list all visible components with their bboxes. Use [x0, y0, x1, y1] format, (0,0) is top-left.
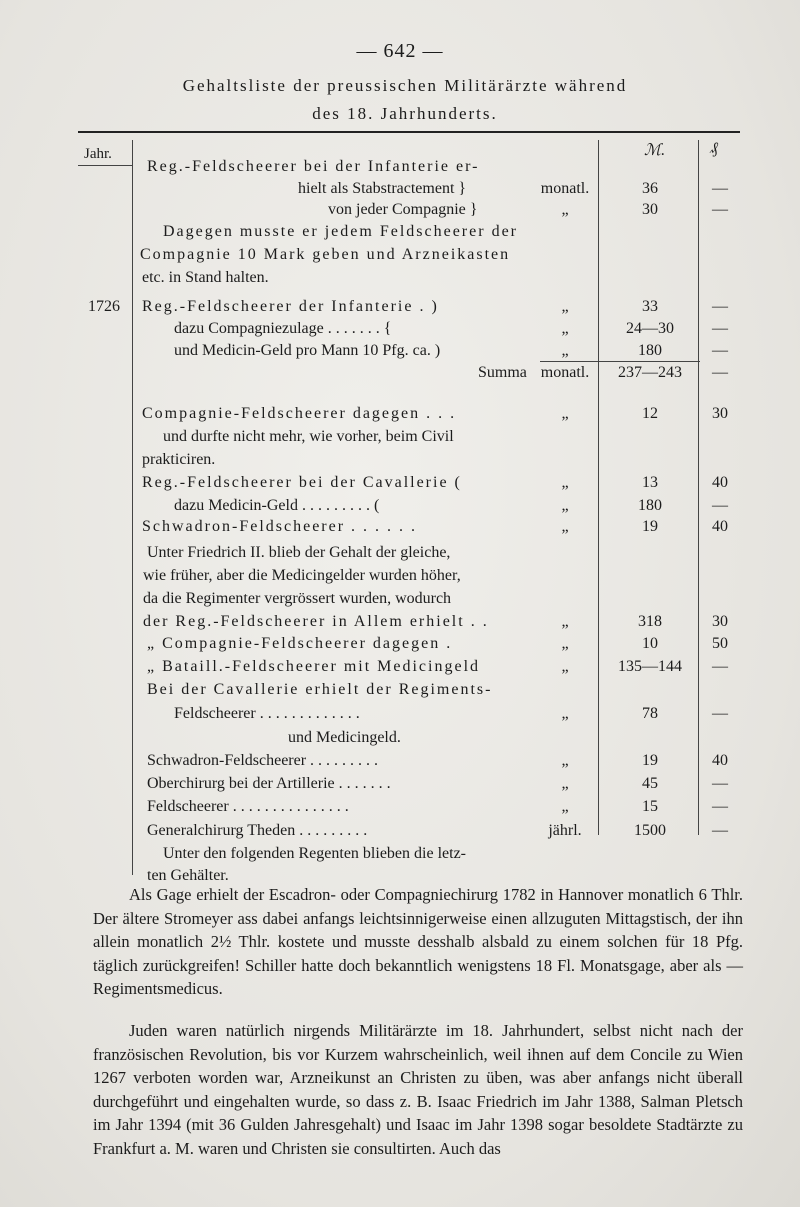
row-pfennig: —	[712, 798, 728, 815]
row-unit: monatl.	[540, 364, 590, 381]
row-text: Unter Friedrich II. blieb der Gehalt der gleiche,	[147, 544, 451, 561]
row-unit: „	[561, 613, 569, 630]
row-text: ten Gehälter.	[147, 867, 229, 884]
row-pfennig: —	[712, 364, 728, 381]
row-pfennig: —	[712, 201, 728, 218]
row-unit: „	[561, 752, 569, 769]
row-unit: „	[561, 775, 569, 792]
row-unit: „	[561, 342, 569, 359]
header-jahr-underline	[78, 165, 132, 166]
row-mark: 30	[642, 201, 658, 218]
row-mark: 24—30	[626, 320, 674, 337]
row-text: hielt als Stabstractement }	[298, 180, 467, 197]
row-text: Generalchirurg Theden . . . . . . . . .	[147, 822, 368, 839]
row-pfennig: 50	[712, 635, 728, 652]
header-jahr: Jahr.	[84, 146, 112, 162]
row-pfennig: —	[712, 822, 728, 839]
row-mark: 33	[642, 298, 658, 315]
row-text: von jeder Compagnie }	[328, 201, 478, 218]
row-mark: 135—144	[618, 658, 682, 675]
row-text: der Reg.-Feldscheerer in Allem erhielt . .	[143, 613, 489, 630]
row-unit: monatl.	[540, 180, 590, 197]
row-mark: 1500	[634, 822, 666, 839]
row-mark: 180	[638, 342, 662, 359]
row-unit: jährl.	[548, 822, 582, 839]
table-top-rule	[78, 131, 740, 133]
row-text: Reg.-Feldscheerer bei der Infanterie er-	[147, 158, 480, 175]
row-unit: „	[561, 320, 569, 337]
row-mark: 78	[642, 705, 658, 722]
row-unit: „	[561, 705, 569, 722]
row-mark: 36	[642, 180, 658, 197]
row-text: Feldscheerer . . . . . . . . . . . . .	[174, 705, 360, 722]
row-pfennig: 40	[712, 518, 728, 535]
row-text: etc. in Stand halten.	[142, 269, 269, 286]
row-mark: 15	[642, 798, 658, 815]
row-unit: „	[561, 405, 569, 422]
row-mark: 180	[638, 497, 662, 514]
row-pfennig: 30	[712, 405, 728, 422]
row-pfennig: —	[712, 658, 728, 675]
row-year: 1726	[88, 298, 120, 315]
row-text: und Medicin-Geld pro Mann 10 Pfg. ca. )	[174, 342, 441, 359]
page-number: — 642 —	[356, 40, 444, 62]
row-pfennig: —	[712, 775, 728, 792]
row-text: da die Regimenter vergrössert wurden, wodurch	[143, 590, 452, 607]
row-text: Compagnie-Feldscheerer dagegen . . .	[142, 405, 457, 422]
row-text: „ Bataill.-Feldscheerer mit Medicingeld	[147, 658, 481, 675]
paragraph-juden: Juden waren natürlich nirgends Militärärzte im 18. Jahrhundert, selbst nicht nach der französischen Revolution, bis vor Kurzem wahrscheinlich, weil ihnen auf dem Concile zu Wien 1267 verboten worden war, Arzneikunst an Christen zu üben, was aber anfangs nicht überall durchgeführt und eingehalten wurde, so dass z. B. Isaac Friedrich im Jahr 1388, Salman Pletsch im Jahr 1394 (mit 36 Gulden Jahresgehalt) und Isaac im Jahr 1398 sogar besoldete Stadtärzte zu Frankfurt a. M. waren und Christen sie consultirten. Auch das	[93, 1021, 743, 1158]
row-mark: 12	[642, 405, 658, 422]
row-pfennig: —	[712, 298, 728, 315]
row-text: Summa	[478, 364, 527, 381]
row-unit: „	[561, 298, 569, 315]
row-text: und Medicingeld.	[288, 729, 401, 746]
row-text: „ Compagnie-Feldscheerer dagegen .	[147, 635, 453, 652]
row-text: wie früher, aber die Medicingelder wurden höher,	[143, 567, 461, 584]
header-mark: ℳ.	[644, 142, 666, 159]
row-text: Bei der Cavallerie erhielt der Regiments-	[147, 681, 493, 698]
row-text: Schwadron-Feldscheerer . . . . . . . . .	[147, 752, 379, 769]
row-unit: „	[561, 518, 569, 535]
row-unit: „	[561, 201, 569, 218]
table-title-line-1: Gehaltsliste der preussischen Militärärzte während	[182, 76, 628, 95]
row-pfennig: 30	[712, 613, 728, 630]
row-pfennig: —	[712, 705, 728, 722]
summa-rule	[540, 361, 700, 362]
row-mark: 13	[642, 474, 658, 491]
header-pfennig: ₰	[710, 140, 718, 157]
row-text: prakticiren.	[142, 451, 216, 468]
row-mark: 318	[638, 613, 662, 630]
row-text: Schwadron-Feldscheerer . . . . . .	[142, 518, 418, 535]
row-text: Feldscheerer . . . . . . . . . . . . . . .	[147, 798, 349, 815]
row-text: Unter den folgenden Regenten blieben die letz-	[163, 845, 466, 862]
row-unit: „	[561, 497, 569, 514]
row-text: Oberchirurg bei der Artillerie . . . . . . .	[147, 775, 391, 792]
row-unit: „	[561, 658, 569, 675]
row-mark: 10	[642, 635, 658, 652]
row-unit: „	[561, 635, 569, 652]
year-column-divider	[132, 140, 133, 875]
row-text: Dagegen musste er jedem Feldscheerer der	[163, 223, 518, 240]
row-mark: 19	[642, 752, 658, 769]
row-mark: 237—243	[618, 364, 682, 381]
row-text: dazu Medicin-Geld . . . . . . . . . (	[174, 497, 380, 514]
row-unit: „	[561, 474, 569, 491]
row-text: Reg.-Feldscheerer bei der Cavallerie (	[142, 474, 462, 491]
table-title-line-2: des 18. Jahrhunderts.	[312, 104, 498, 123]
row-mark: 19	[642, 518, 658, 535]
paragraph-gage: Als Gage erhielt der Escadron- oder Compagniechirurg 1782 in Hannover monatlich 6 Thlr. Der ältere Stromeyer ass dabei anfangs leichtsinnigerweise einen allzuguten Mittagstisch, der ihn allein monatlich 2½ Thlr. kostete und musste desshalb alsbald zu einem solchen für 18 Pfg. täglich zurückgreifen! Schiller hatte doch bekanntlich wenigstens 18 Fl. Monatsgage, aber als — Regimentsmedicus.	[93, 885, 743, 999]
row-text: Compagnie 10 Mark geben und Arzneikasten	[140, 246, 511, 263]
row-pfennig: —	[712, 180, 728, 197]
row-unit: „	[561, 798, 569, 815]
row-text: dazu Compagniezulage . . . . . . . {	[174, 320, 392, 337]
row-text: Reg.-Feldscheerer der Infanterie . )	[142, 298, 439, 315]
row-pfennig: 40	[712, 474, 728, 491]
row-pfennig: —	[712, 497, 728, 514]
row-mark: 45	[642, 775, 658, 792]
row-text: und durfte nicht mehr, wie vorher, beim Civil	[163, 428, 454, 445]
row-pfennig: 40	[712, 752, 728, 769]
row-pfennig: —	[712, 320, 728, 337]
row-pfennig: —	[712, 342, 728, 359]
